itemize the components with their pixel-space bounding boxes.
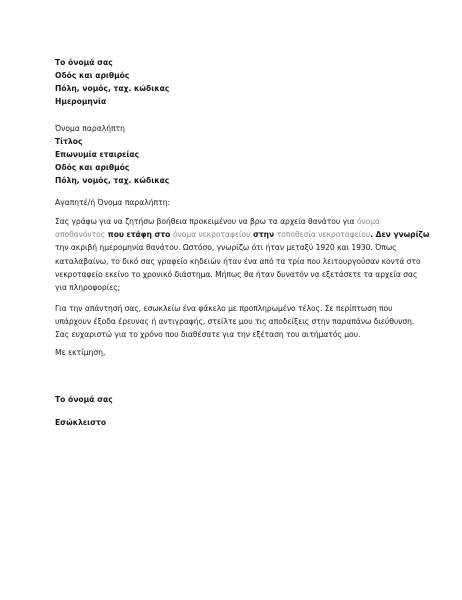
sender-name: Το όνομά σας (55, 58, 113, 67)
letter-date: Ημερομηνία (55, 97, 107, 106)
recipient-city: Πόλη, νομός, ταχ. κώδικας (55, 176, 170, 185)
recipient-company: Επωνυμία εταιρείας (55, 150, 140, 159)
deceased-name-placeholder-cont: αποθανόντος (55, 230, 106, 240)
paragraph1-line-5: νεκροταφείο εκείνο το χρονικό διάστημα. Μήπως θα ήταν δυνατόν να εξετάσετε τα αρχεία σας (55, 269, 418, 279)
sender-address (55, 56, 169, 108)
paragraph1-line-2 (55, 228, 430, 241)
paragraph2-line-2: υπάρχουν έξοδα έρευνας ή αντιγραφής, στείλτε μου τις αποδείξεις στην παραπάνω διεύθυνση. (55, 317, 415, 327)
sender-street: Οδός και αριθμός (55, 71, 130, 80)
paragraph1-text: στην (250, 230, 277, 240)
cemetery-name-placeholder: όνομα νεκροταφείου (172, 230, 251, 240)
enclosure-block (55, 416, 106, 429)
body-paragraph-2 (55, 302, 420, 342)
recipient-street: Οδός και αριθμός (55, 163, 130, 172)
recipient-address (55, 122, 169, 187)
paragraph1-text: . Δεν γνωρίζω (370, 230, 430, 240)
paragraph2-line-1: Για την απάντησή σας, εσωκλείω ένα φάκελο με προπληρωμένο τέλος. Σε περίπτωση που (55, 304, 393, 313)
salutation: Αγαπητέ/ή Όνομα παραλήπτη: (55, 198, 171, 207)
paragraph1-line-4: καταλαβαίνω, το δικό σας γραφείο κηδειών ήταν ένα από τα τρία που λειτουργούσαν κοντά στο (55, 256, 421, 266)
signature-name: Το όνομά σας (55, 395, 113, 404)
body-paragraph-1 (55, 215, 430, 294)
salutation-block (55, 196, 170, 209)
cemetery-location-placeholder: τοποθεσία νεκροταφείου (276, 230, 371, 240)
recipient-title: Τίτλος (55, 137, 83, 146)
paragraph1-line-6: για πληροφορίες; (55, 283, 121, 293)
closing-block (55, 346, 105, 359)
paragraph1-text: Σας γράφω για να ζητήσω βοήθεια προκειμένου να βρω τα αρχεία θανάτου για (55, 217, 357, 226)
paragraph1-text: που ετάφη στο (105, 230, 173, 240)
deceased-name-placeholder: όνομα (356, 217, 380, 226)
paragraph1-line-3: την ακριβή ημερομηνία θανάτου. Ωστόσο, γνωρίζω ότι ήταν μεταξύ 1920 και 1930. Όπως (55, 243, 397, 253)
signature-block (55, 393, 113, 406)
paragraph1-line-1 (55, 215, 420, 228)
closing: Με εκτίμηση, (55, 348, 106, 357)
paragraph2-line-3: Σας ευχαριστώ για το χρόνο που διαθέσατε για την εξέταση του αιτήματός μου. (55, 330, 361, 340)
enclosure-note: Εσώκλειστο (55, 418, 107, 427)
sender-city: Πόλη, νομός, ταχ. κώδικας (55, 84, 170, 93)
recipient-name: Όνομα παραλήπτη (55, 124, 125, 133)
